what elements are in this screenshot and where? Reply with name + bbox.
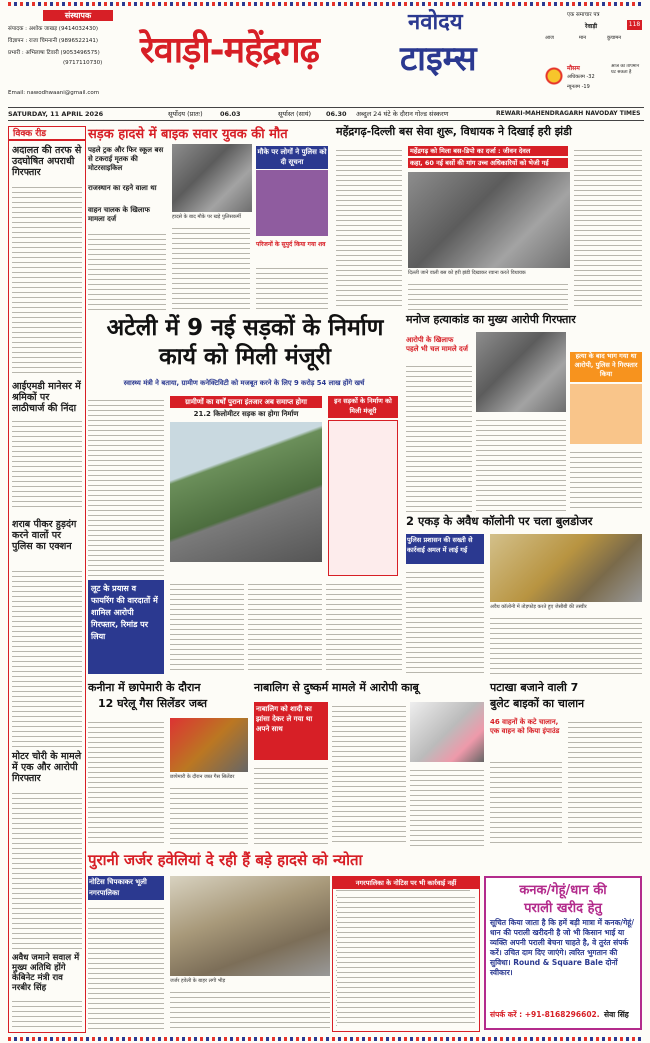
story1-photo (172, 144, 252, 212)
story1-sub3: वाहन चालक के खिलाफ मामला दर्ज (88, 206, 150, 223)
sidebar-story-5-headline: अवैध जमाने सवाल में मुख्य अतिथि होंगे केबिनेट मंत्री राव नरबीर सिंह (12, 953, 80, 993)
story1-body-right (256, 264, 328, 310)
story2-sub1: महेंद्रगढ़ को मिला बस-डिपो का दर्जा : जीवन देवल (408, 146, 568, 156)
sunrise: 06.03 (220, 110, 241, 118)
sidebar-story-2-body (12, 417, 82, 511)
story1-body-left (88, 230, 166, 310)
story3-photo (476, 332, 566, 412)
weather-rule (545, 48, 645, 56)
story1-photo-caption: हादसे के बाद मौके पर खड़े पुलिसकर्मी (172, 214, 241, 220)
masthead-right-box (545, 10, 645, 100)
ad-body: सूचित किया जाता है कि हमें बड़ी मात्रा में कनक/गेहूं/धान की पराली खरीदनी है जो भी किसान भाई या व्यक्ति अपनी पराली बेचना चाहते है, वे तुरंत संपर्क करें। उचित दाम दिए जाएंगे। त्वरित भुगतान की सुविधा। Round & Square Bale दोनों स्वीकार। (490, 918, 635, 977)
story1-callout-body (256, 170, 328, 236)
story5-box: लूट के प्रयास व फायरिंग की वारदातों में शामिल आरोपी गिरफ्तार, रिमांड पर लिया (88, 580, 164, 674)
lead-story (88, 312, 400, 576)
dateline (8, 107, 644, 121)
editor-line: संपादक : अशोक जाखड़ (9414032430) (8, 26, 99, 32)
dateline-right: REWARI-MAHENDRAGARH NAVODAY TIMES (496, 110, 641, 117)
story8-headline: पटाखा बजाने वाली 7 (490, 681, 579, 694)
story4-headline: 2 एकड़ के अवैध कॉलोनी पर चला बुलडोजर (406, 514, 593, 528)
story6-body-right (170, 784, 248, 846)
weather-title: मौसम (567, 65, 580, 72)
story2-headline: महेंद्रगढ़-दिल्ली बस सेवा शुरू, विधायक ने दिखाई हरी झंडी (336, 125, 572, 138)
story3-callout-body (570, 384, 642, 444)
story3-body-right (570, 448, 642, 512)
phone-line: (9717110730) (63, 60, 103, 66)
classified-ad (484, 876, 642, 1030)
story3-body-mid (476, 416, 566, 512)
story3-body-left (406, 362, 472, 512)
ad-contact[interactable]: संपर्क करें : +91-8168296602. (490, 1010, 600, 1019)
story9-headline: पुरानी जर्जर हवेलियां दे रही हैं बड़े हादसे को न्योता (88, 851, 363, 869)
sunset: 06.30 (326, 110, 347, 118)
story8-body-2 (568, 718, 642, 846)
sidebar-story-1-headline: अदालत की तरफ से उदघोषित अपराधी गिरफ्तार (12, 145, 82, 178)
date: SATURDAY, 11 APRIL 2026 (8, 110, 104, 118)
story9-photo (170, 876, 330, 976)
story5-body-3 (326, 580, 402, 674)
contact-email: Email: nawodhwaani@gmail.com (8, 90, 100, 96)
story4-photo (490, 534, 642, 602)
registration-dots (8, 2, 642, 6)
story4-body-left (406, 568, 484, 674)
sunrise-label: सूर्योदय (प्रातः) (168, 110, 203, 118)
story3-callout: हत्या के बाद भाग गया था आरोपी, पुलिस ने गिरफ्तार किया (570, 352, 642, 382)
dateline-mid: अब्दुल 24 घंटे के दौरान गोल्ड संस्करण (356, 110, 449, 118)
story6-photo (170, 718, 248, 772)
story1-body-mid (172, 224, 250, 310)
story9-sub: नोटिस चिपकाकर भूली नगरपालिका (88, 876, 164, 900)
story9-photo-caption: जर्जर हवेली के बाहर लगी भीड़ (170, 978, 226, 984)
weather-note: आज का तापमान घट सकता है (611, 64, 640, 75)
story-murder-arrest (406, 312, 642, 512)
story4-body-right (490, 614, 642, 674)
ad-line: विज्ञापन : राजा चिमनानी (9896522141) (8, 38, 99, 44)
lead-strap: स्वास्थ्य मंत्री ने बताया, ग्रामीण कनेक्टिविटी को मजबूत करने के लिए 9 करोड़ 54 लाख होंगे खर्च (123, 379, 365, 387)
registration-dots-bottom (8, 1037, 642, 1041)
sidebar-story-3-headline: शराब पीकर हुड़दंग करने वालों पर पुलिस का एक्शन (12, 519, 77, 552)
story7-headline: नाबालिग से दुष्कर्म मामले में आरोपी काबू (254, 681, 419, 694)
sunset-label: सूर्यास्त (सायं) (278, 110, 312, 118)
lead-bar2: 21.2 किलोमीटर सड़क का होगा निर्माण (193, 410, 299, 418)
masthead-title-top: नवोदय (408, 10, 463, 35)
story-gas-cylinders (88, 680, 248, 846)
lead-body-left (88, 396, 164, 576)
story-bullet-challan (490, 680, 642, 846)
story5-body-1 (170, 580, 244, 674)
lead-box-body (328, 420, 398, 576)
story4-sub: पुलिस प्रशासन की सख्ती से कार्रवाई अमल में लाई गई (406, 534, 484, 564)
story9-body-mid (170, 988, 330, 1030)
story7-body-2 (332, 702, 406, 846)
lead-headline: अटेली में 9 नई सड़कों के निर्माण कार्य को मिली मंजूरी (106, 315, 384, 370)
story1-callout: मौके पर लोगों ने पुलिस को दी सूचना (256, 146, 328, 169)
story1-sub2: राजस्थान का रहने वाला था (88, 184, 157, 192)
story7-sub: नाबालिग को शादी का झांसा देकर ले गया था अपने साथ (254, 702, 328, 760)
lead-box-title: इन सड़कों के निर्माण को मिली मंजूरी (328, 396, 398, 418)
story2-sub2: कहा, 60 नई बसों की मांग उच्च अधिकारियों को भेजी गई (408, 158, 568, 168)
story6-headline: कनीना में छापेमारी के दौरान (88, 681, 201, 694)
temp-max: अधिकतम -32 (567, 74, 595, 80)
story6-photo-caption: छापेमारी के दौरान जब्त गैस सिलेंडर (170, 774, 235, 780)
weather-row-2: मान (579, 35, 587, 41)
sidebar-story-3-body (12, 567, 82, 747)
temp-min: न्यूनतम -19 (567, 84, 590, 90)
masthead-title-right: टाइम्स (400, 39, 477, 79)
story9-body-left (88, 904, 164, 1030)
sidebar-story-4-headline: मोटर चोरी के मामले में एक और आरोपी गिरफ्तार (12, 751, 82, 784)
story-bus-service (336, 124, 642, 310)
founder-label: संस्थापक (43, 10, 113, 21)
sidebar-story-1-body (12, 183, 82, 377)
ad-headline2: पराली खरीद हेतु (524, 901, 602, 916)
story2-photo (408, 172, 570, 268)
sidebar (8, 126, 86, 1033)
story3-headline: मनोज हत्याकांड का मुख्य आरोपी गिरफ्तार (406, 313, 576, 326)
sidebar-title: विक्क रीड (9, 127, 85, 141)
bureau-line: प्रभारी : अभिलाषा टिवारी (9053496575) (8, 50, 100, 56)
story2-body-left (336, 146, 402, 306)
notice-box (332, 876, 480, 1032)
ad-headline: कनक/गेहूं/धान की (519, 883, 607, 898)
story2-body-right (574, 146, 642, 310)
story-robbery-arrest (88, 580, 402, 674)
right-brand: एक समाचार पत्र (567, 12, 600, 18)
story2-photo-caption: दिल्ली जाने वाली बस को हरी झंडी दिखाकर रवाना करते विधायक (408, 270, 526, 276)
sidebar-story-2-headline: आईएमडी मानेसर में श्रमिकों पर लाठीचार्ज की निंदा (12, 381, 81, 414)
story7-body-3 (410, 766, 484, 846)
masthead (0, 0, 650, 107)
masthead-title-left: रेवाड़ी-महेंद्रगढ़ (140, 30, 319, 71)
story1-sub1: पहले ट्रक और फिर स्कूल बस से टकराई मृतक की मोटरसाइकिल (88, 146, 164, 172)
story7-photo (410, 702, 484, 762)
notice-title: नगरपालिका के नोटिस पर भी कार्रवाई नहीं (333, 877, 479, 889)
story3-sub: आरोपी के खिलाफ पहले भी चल मामले दर्ज (406, 336, 468, 353)
story8-headline2: बुलेट बाइकों का चालान (490, 697, 585, 710)
sidebar-story-4-body (12, 789, 82, 949)
story6-body-left (88, 718, 164, 846)
issue-number: 118 (628, 21, 641, 28)
story2-body-mid (408, 280, 568, 310)
lead-photo (170, 422, 322, 562)
sidebar-story-5-body (12, 997, 82, 1029)
story4-photo-caption: अवैध कॉलोनी में तोड़फोड़ करते हुए जेसीबी की तस्वीर (490, 604, 587, 610)
story-bulldozer (406, 514, 642, 674)
weather-row-3: कुचामन (607, 35, 622, 41)
story-minor-case (254, 680, 484, 846)
notice-body (337, 893, 475, 1027)
story7-body-1 (254, 764, 328, 846)
lead-bar: ग्रामीणों का वर्षों पुराना इंतजार अब समाप्त होगा (170, 396, 322, 408)
story-road-accident (88, 124, 330, 310)
story1-headline: सड़क हादसे में बाइक सवार युवक की मौत (88, 127, 288, 142)
sun-icon (545, 64, 563, 94)
weather-row-1: आज (545, 35, 554, 41)
story8-sub: 46 वाहनों के कटे चालान, एक वाहन को किया इंपाउंड (490, 718, 560, 735)
ad-name: सेवा सिंह (604, 1010, 629, 1019)
story5-body-2 (248, 580, 322, 674)
story6-headline2: 12 घरेलू गैस सिलेंडर जब्त (98, 697, 208, 710)
story8-body-1 (490, 758, 562, 846)
city-label: रेवाड़ी (585, 23, 598, 30)
story1-subb: परिजनों के सुपुर्द किया गया शव (256, 241, 326, 248)
